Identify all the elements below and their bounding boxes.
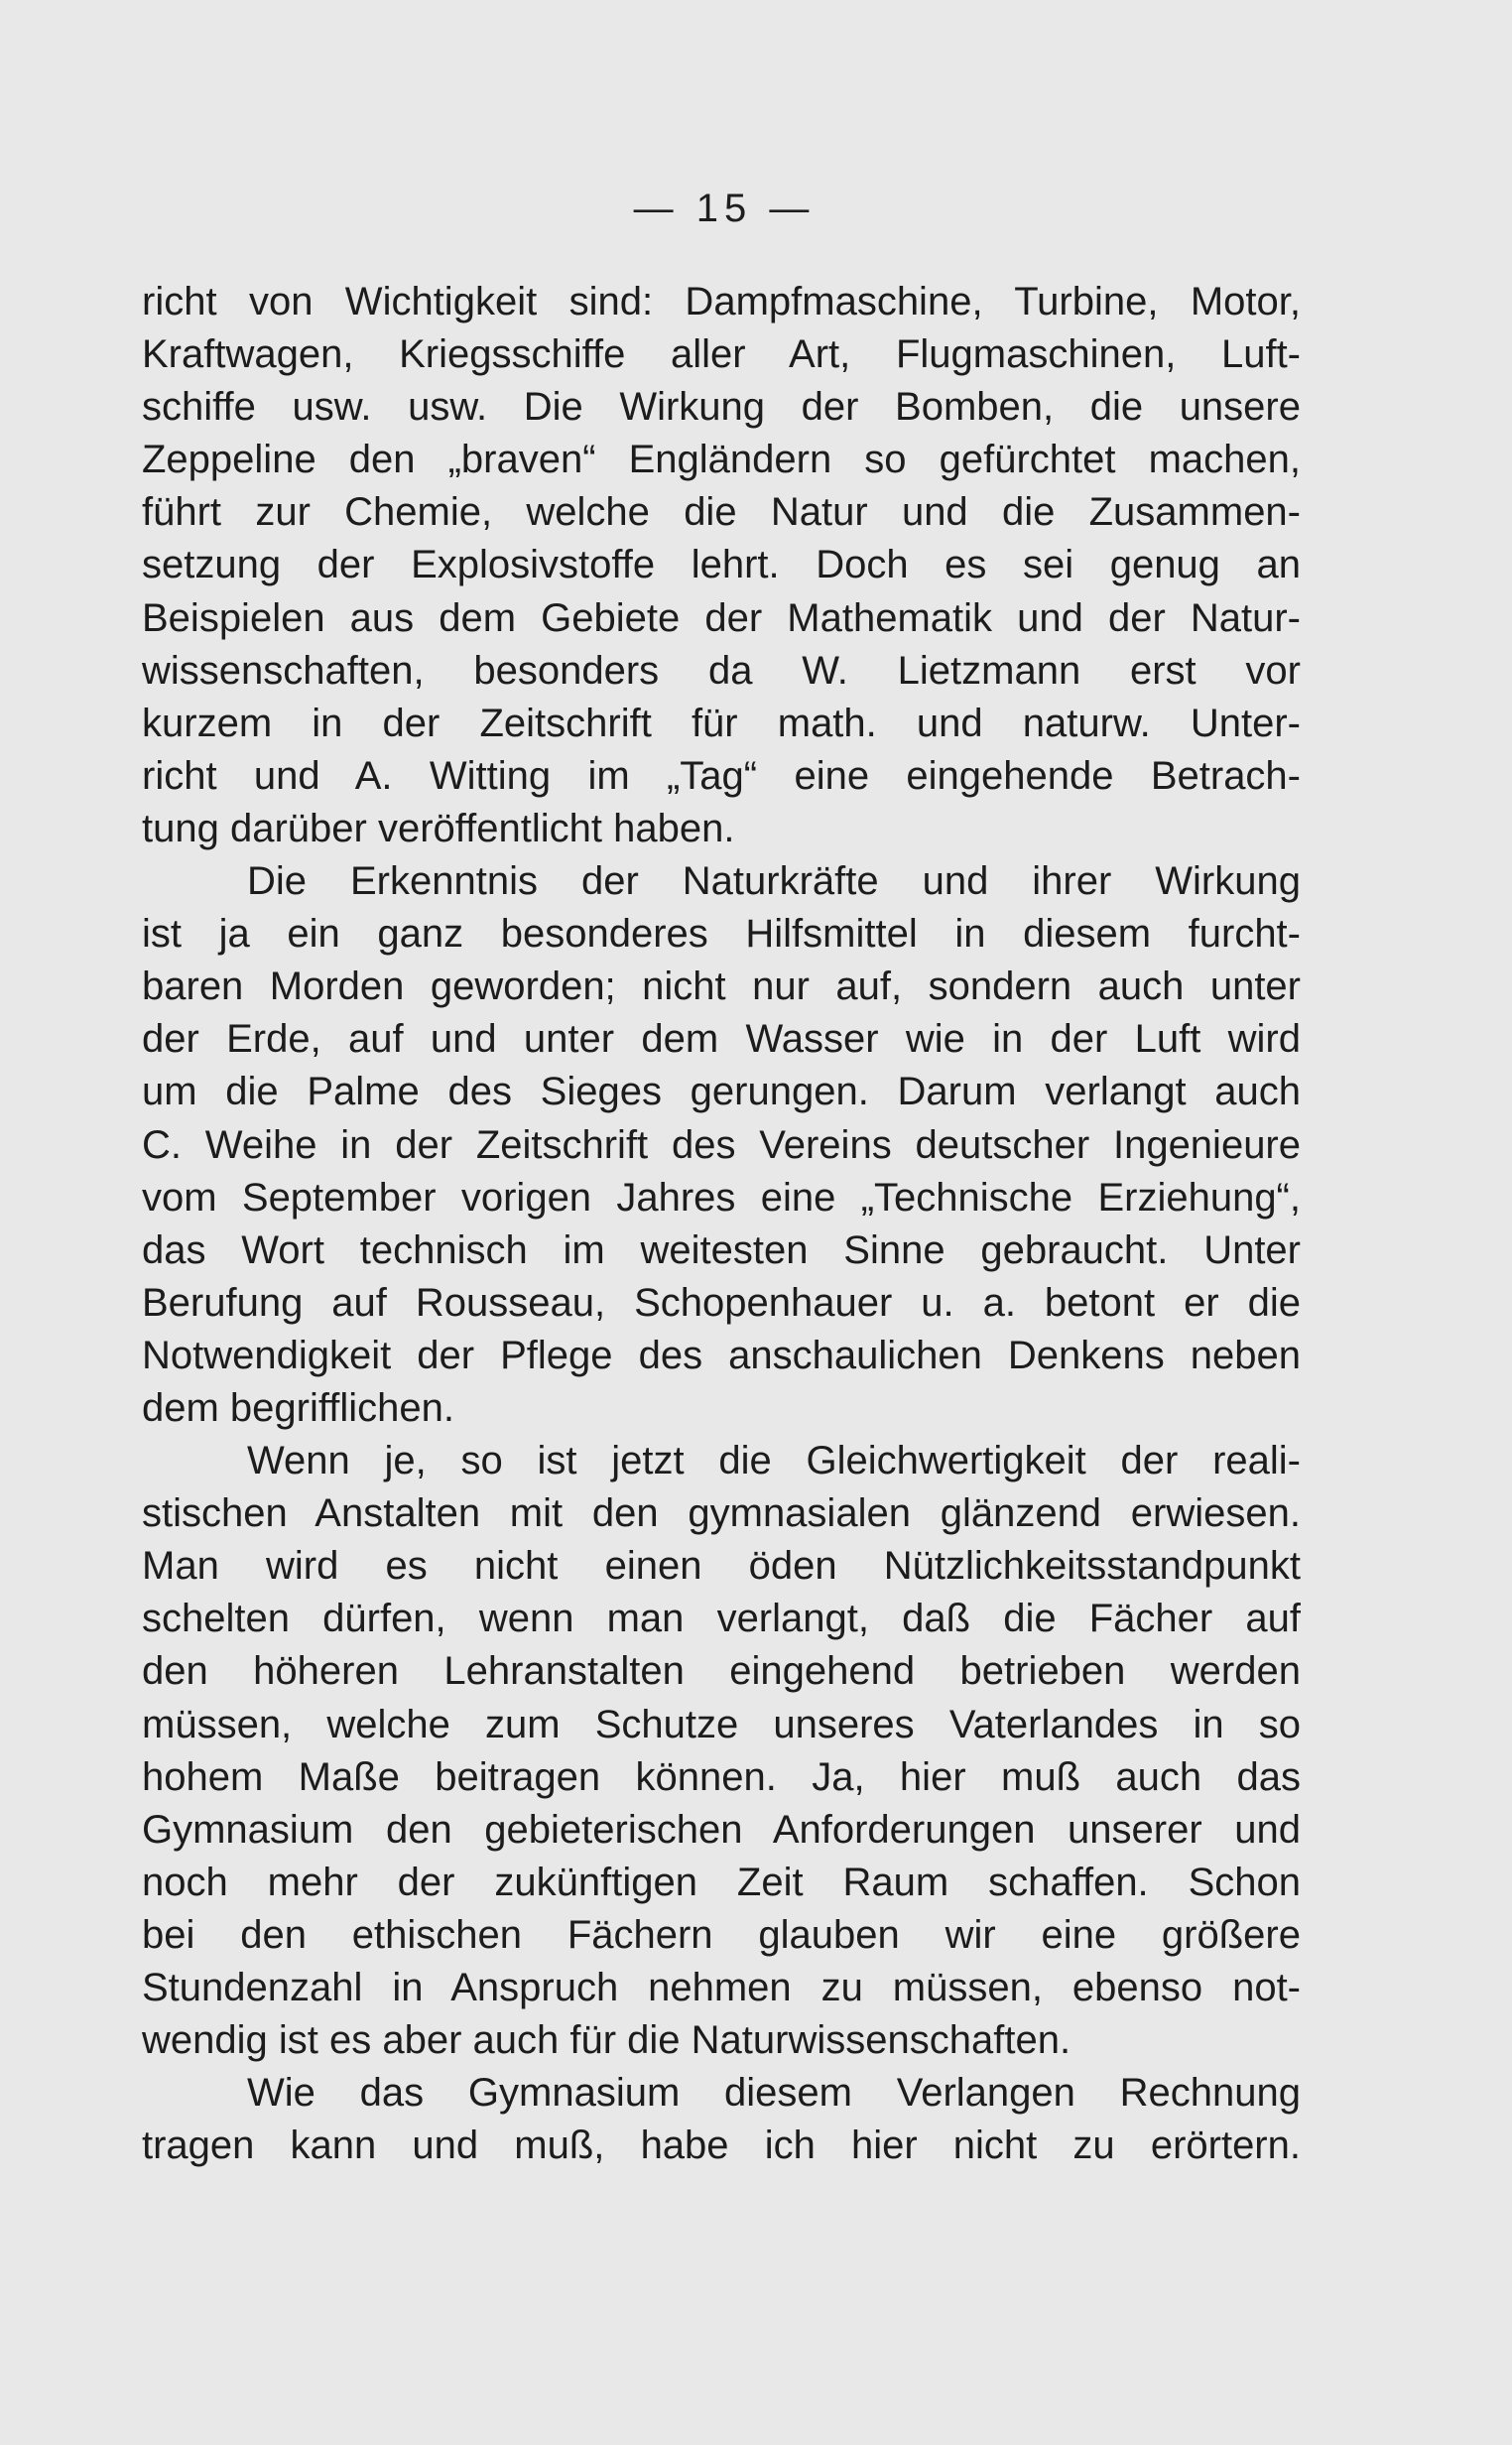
text-line: Zeppeline den „braven“ Engländern so gefürchtet machen,: [142, 438, 1301, 482]
text-line: bei den ethischen Fächern glauben wir eine größere: [142, 1912, 1301, 1957]
text-line: Man wird es nicht einen öden Nützlichkeitsstandpunkt: [142, 1544, 1301, 1589]
paragraph: [142, 855, 1301, 1435]
text-line: tragen kann und muß, habe ich hier nicht zu erörtern.: [142, 2123, 1301, 2168]
text-line: Stundenzahl in Anspruch nehmen zu müssen, ebenso not-: [142, 1966, 1301, 2009]
page-number: — 15 —: [633, 187, 816, 230]
paragraph: [142, 1435, 1301, 2067]
text-line: müssen, welche zum Schutze unseres Vaterlandes in so: [142, 1702, 1301, 1746]
text-line: der Erde, auf und unter dem Wasser wie in der Luft wird: [142, 1017, 1301, 1062]
text-line: führt zur Chemie, welche die Natur und die Zusammen-: [142, 490, 1301, 535]
text-line: Berufung auf Rousseau, Schopenhauer u. a. betont er die: [142, 1280, 1301, 1325]
text-line: Wie das Gymnasium diesem Verlangen Rechnung: [247, 2071, 1301, 2116]
text-line: Kraftwagen, Kriegsschiffe aller Art, Flugmaschinen, Luft-: [142, 332, 1301, 377]
text-line: stischen Anstalten mit den gymnasialen glänzend erwiesen.: [142, 1491, 1301, 1536]
text-line: Die Erkenntnis der Naturkräfte und ihrer Wirkung: [247, 859, 1301, 904]
text-line: richt und A. Witting im „Tag“ eine eingehende Betrach-: [142, 753, 1301, 798]
text-line: C. Weihe in der Zeitschrift des Vereins deutscher Ingenieure: [142, 1122, 1301, 1167]
text-line: baren Morden geworden; nicht nur auf, sondern auch unter: [142, 965, 1301, 1009]
text-line: wissenschaften, besonders da W. Lietzmann erst vor: [142, 648, 1301, 693]
paragraph: [142, 276, 1301, 855]
text-line: um die Palme des Sieges gerungen. Darum verlangt auch: [142, 1070, 1301, 1114]
text-line: richt von Wichtigkeit sind: Dampfmaschine, Turbine, Motor,: [142, 280, 1301, 323]
text-line: ist ja ein ganz besonderes Hilfsmittel in diesem furcht-: [142, 912, 1301, 957]
text-line: Beispielen aus dem Gebiete der Mathematik und der Natur-: [142, 595, 1301, 640]
text-line: setzung der Explosivstoffe lehrt. Doch es sei genug an: [142, 543, 1301, 587]
text-line: vom September vorigen Jahres eine „Technische Erziehung“,: [142, 1175, 1301, 1220]
paragraph: [142, 2067, 1301, 2172]
text-line: kurzem in der Zeitschrift für math. und naturw. Unter-: [142, 701, 1301, 745]
text-line: Wenn je, so ist jetzt die Gleichwertigkeit der reali-: [247, 1439, 1301, 1483]
text-line: schelten dürfen, wenn man verlangt, daß die Fächer auf: [142, 1597, 1301, 1641]
text-line: Gymnasium den gebieterischen Anforderungen unserer und: [142, 1807, 1301, 1852]
text-line: hohem Maße beitragen können. Ja, hier muß auch das: [142, 1754, 1301, 1799]
text-line: wendig ist es aber auch für die Naturwissenschaften.: [142, 2018, 1071, 2063]
text-line: noch mehr der zukünftigen Zeit Raum schaffen. Schon: [142, 1860, 1301, 1904]
text-line: das Wort technisch im weitesten Sinne gebraucht. Unter: [142, 1227, 1301, 1272]
body-text: [142, 276, 1301, 2172]
text-line: dem begrifflichen.: [142, 1385, 454, 1430]
text-line: Notwendigkeit der Pflege des anschaulichen Denkens neben: [142, 1333, 1301, 1377]
text-line: tung darüber veröffentlicht haben.: [142, 806, 735, 850]
text-line: den höheren Lehranstalten eingehend betrieben werden: [142, 1649, 1301, 1694]
text-line: schiffe usw. usw. Die Wirkung der Bomben, die unsere: [142, 385, 1301, 430]
